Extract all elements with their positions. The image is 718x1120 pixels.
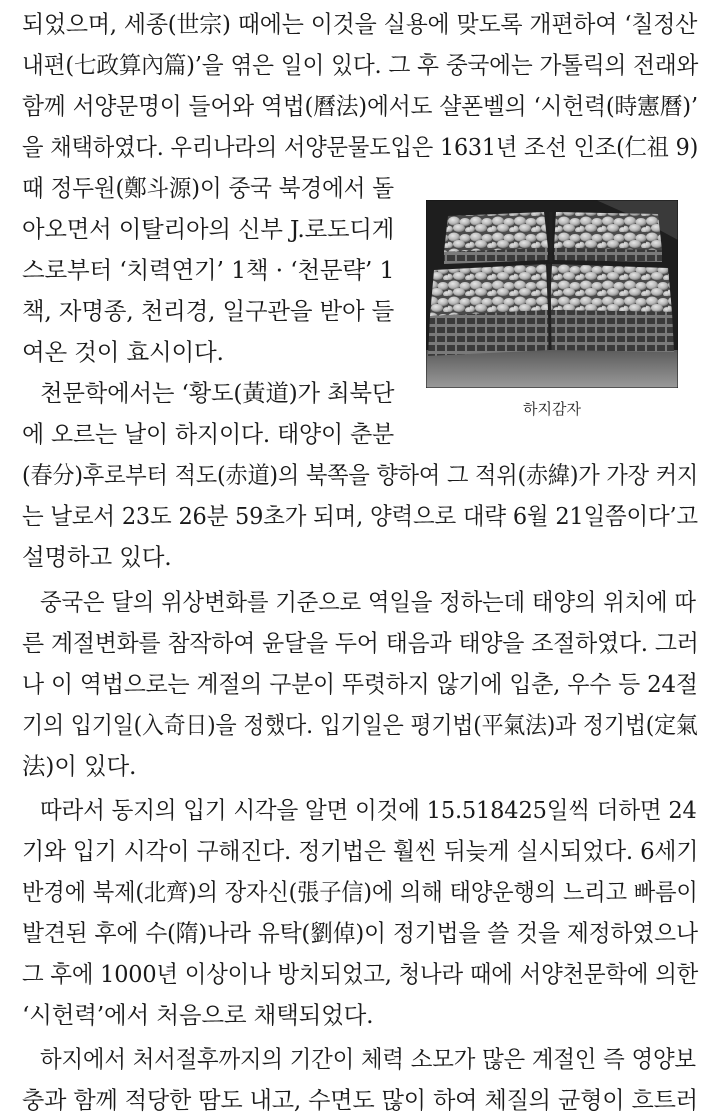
text-line: ‘시헌력’에서 처음으로 채택되었다.	[22, 1001, 374, 1029]
text-line: 함께 서양문명이 들어와 역법(曆法)에서도 샬폰벨의 ‘시헌력(時憲曆)’	[22, 92, 698, 120]
text-line: 설명하고 있다.	[22, 543, 172, 571]
text-line: 에 오르는 날이 하지이다. 태양이 춘분	[22, 420, 394, 448]
photo-illustration	[426, 200, 678, 388]
text-line: 하지에서 처서절후까지의 기간이 체력 소모가 많은 계절인 즉 영양보	[40, 1045, 696, 1073]
text-line: 충과 함께 적당한 땀도 내고, 수면도 많이 하여 체질의 균형이 흐트러	[22, 1086, 698, 1114]
text-line: (春分)후로부터 적도(赤道)의 북쪽을 향하여 그 적위(赤緯)가 가장 커지	[22, 461, 699, 489]
text-line: 을 채택하였다. 우리나라의 서양문물도입은 1631년 조선 인조(仁祖 9)	[22, 133, 699, 161]
text-line: 때 정두원(鄭斗源)이 중국 북경에서 돌	[22, 174, 394, 202]
text-line: 法)이 있다.	[22, 752, 137, 780]
text-line: 책, 자명종, 천리경, 일구관을 받아 들	[22, 297, 395, 325]
text-line: 따라서 동지의 입기 시각을 알면 이것에 15.518425일씩 더하면 24	[40, 796, 697, 824]
text-line: 그 후에 1000년 이상이나 방치되었고, 청나라 때에 서양천문학에 의한	[22, 960, 699, 988]
text-line: 천문학에서는 ‘황도(黃道)가 최북단	[40, 379, 395, 407]
text-line: 기와 입기 시각이 구해진다. 정기법은 훨씬 뒤늦게 실시되었다. 6세기	[22, 837, 699, 865]
text-line: 여온 것이 효시이다.	[22, 338, 224, 366]
text-line: 스로부터 ‘치력연기’ 1책 · ‘천문략’ 1	[22, 256, 395, 284]
text-line: 반경에 북제(北齊)의 장자신(張子信)에 의해 태양운행의 느리고 빠름이	[22, 878, 698, 906]
text-line: 아오면서 이탈리아의 신부 J.로도디게	[22, 215, 395, 243]
text-line: 나 이 역법으로는 계절의 구분이 뚜렷하지 않기에 입춘, 우수 등 24절	[22, 670, 698, 698]
text-line: 기의 입기일(入奇日)을 정했다. 입기일은 평기법(平氣法)과 정기법(定氣	[22, 711, 698, 739]
text-line: 발견된 후에 수(隋)나라 유탁(劉倬)이 정기법을 쓸 것을 제정하였으나	[22, 919, 698, 947]
text-line: 는 날로서 23도 26분 59초가 되며, 양력으로 대략 6월 21일쯤이다’고	[22, 502, 698, 530]
text-line: 되었으며, 세종(世宗) 때에는 이것을 실용에 맞도록 개편하여 ‘칠정산	[22, 10, 698, 38]
text-line: 내편(七政算內篇)’을 엮은 일이 있다. 그 후 중국에는 가톨릭의 전래와	[22, 51, 699, 79]
figure-caption: 하지감자	[523, 400, 581, 418]
text-line: 른 계절변화를 참작하여 윤달을 두어 태음과 태양을 조절하였다. 그러	[22, 629, 699, 657]
potato-crates-photo	[426, 200, 678, 388]
text-line: 중국은 달의 위상변화를 기준으로 역일을 정하는데 태양의 위치에 따	[40, 588, 696, 616]
